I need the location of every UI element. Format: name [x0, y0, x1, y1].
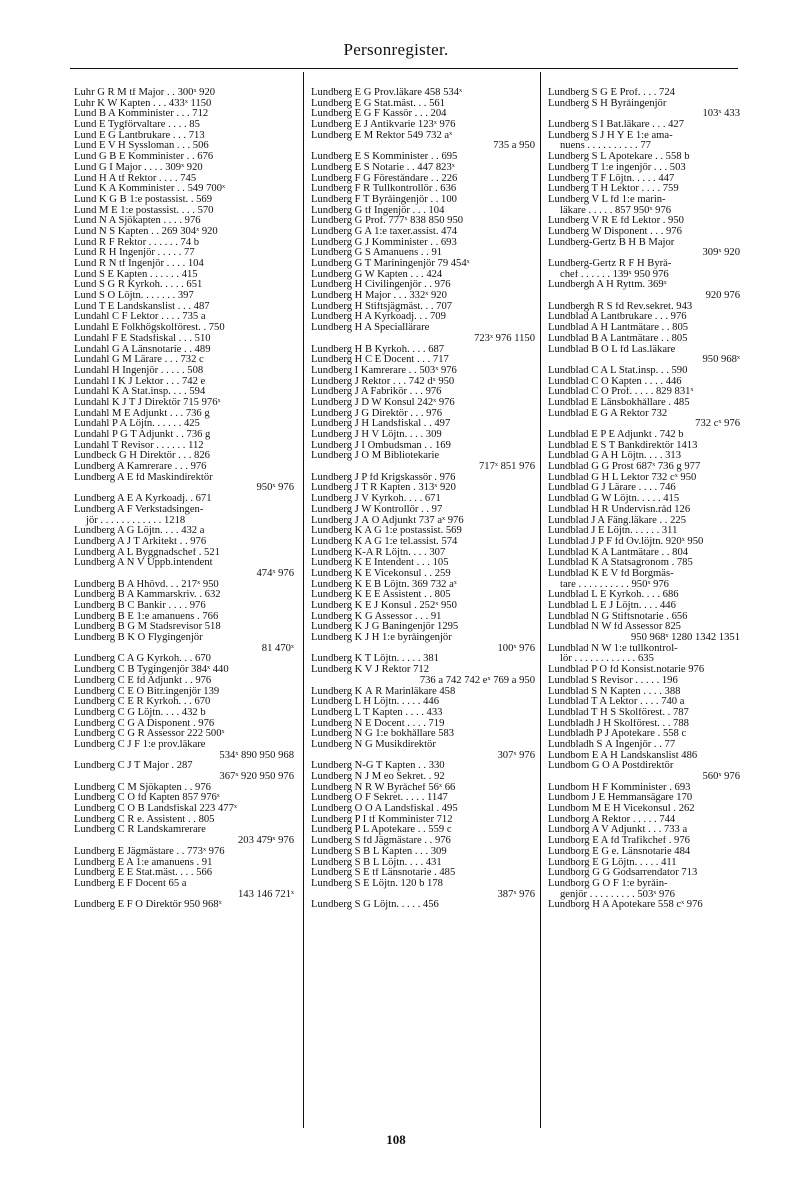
page-number: 108 — [386, 1132, 406, 1147]
register-entry: Lundberg S L Apotekare . . 558 b — [548, 152, 690, 163]
register-entry-continuation: chef . . . . . . 139ˣ 950 976 — [560, 269, 669, 280]
register-entry: Lundahl P G T Adjunkt . . 736 g — [74, 430, 211, 440]
register-entry: Lundberg S I Bat.läkare . . . 427 — [548, 120, 685, 131]
register-entry: Lundahl K J T J Direktör 715 976ˣ — [74, 397, 221, 408]
register-entry: Lundberg G W Kapten . . . 424 — [311, 269, 443, 280]
register-entry: Lundberg H A Kyrkoadj. . . 709 — [311, 312, 446, 323]
register-entry: Lundblad K E V fd Borgmäs- — [548, 568, 674, 579]
register-entry: Lundblad C O Kapten . . . . 446 — [548, 376, 682, 387]
register-entry-continuation: 735 a 950 — [493, 141, 535, 152]
register-entry-continuation: nuens . . . . . . . . . . 77 — [560, 141, 651, 152]
register-entry: Lundberg S G E Prof. . . . 724 — [548, 88, 675, 98]
register-entry: Lundberg A N V Uppb.intendent — [74, 558, 213, 569]
register-entry-continuation: genjör . . . . . . . . . 503ˣ 976 — [560, 889, 675, 900]
register-entry: Lundberg N E Docent . . . . 719 — [311, 718, 445, 729]
register-entry: Lundberg T F Löjtn. . . . . 447 — [548, 173, 675, 184]
register-entry-continuation: 717ˣ 851 976 — [478, 462, 535, 473]
register-entry: Lundberg G A 1:e taxer.assist. 474 — [311, 226, 458, 237]
register-entry: Lundberg F T Byråingenjör . . 100 — [311, 194, 457, 205]
register-entry: Lundberg C R Landskamrerare — [74, 825, 206, 836]
register-entry: Lundberg S E Löjtn. 120 b 178 — [311, 878, 443, 889]
register-entry: Lundberg J I Ombudsman . . 169 — [311, 440, 451, 451]
register-entry: Lundbom E A H Landskanslist 486 — [548, 750, 698, 761]
register-entry: Lund N A Sjökapten . . . . 976 — [74, 216, 201, 227]
register-column-3 — [548, 88, 740, 1116]
register-entry-continuation: 950 968ˣ — [702, 355, 740, 366]
register-entry: Lundblad E S T Bankdirektör 1413 — [548, 440, 698, 451]
register-entry: Lund S O Löjtn. . . . . . . 397 — [74, 291, 194, 302]
register-entry: Lundberg O F Sekret. . . . . 1147 — [311, 793, 448, 804]
register-entry-continuation: 307ˣ 976 — [497, 750, 535, 761]
register-entry: Lundblad N W fd Assessor 825 — [548, 622, 681, 633]
register-entry: Lundberg G S Amanuens . . 91 — [311, 248, 443, 259]
register-entry: Lundberg K E E Assistent . . 805 — [311, 590, 451, 601]
register-entry: Lundblad T A Lektor . . . . 740 a — [548, 697, 685, 708]
page-title: Personregister. — [343, 40, 449, 59]
register-entry: Lund R F Rektor . . . . . . 74 b — [74, 237, 200, 248]
register-entry: Lundblad G H L Lektor 732 cˣ 950 — [548, 472, 697, 483]
register-entry: Lundberg C O B Landsfiskal 223 477ˣ — [74, 804, 237, 815]
register-entry: Lund K A Komminister . . 549 700ˣ — [74, 184, 226, 195]
register-entry: Lund M E 1:e postassist. . . . 570 — [74, 205, 214, 216]
register-entry: Lundblad K A Statsagronom . 785 — [548, 558, 693, 569]
register-entry: Lundblad B A Lantmätare . . 805 — [548, 333, 688, 344]
register-entry: Lundahl G A Länsnotarie . . 489 — [74, 344, 211, 355]
register-entry: Lundblad C O Prof. . . . . 829 831ˣ — [548, 387, 694, 398]
title-rule — [70, 68, 738, 69]
register-entry: Lundberg G tf Ingenjör . . . 104 — [311, 205, 445, 216]
register-entry: Lundberg J W Kontrollör . . 97 — [311, 504, 443, 515]
register-entry: Lundberg C E R Kyrkoh. . . 670 — [74, 697, 211, 708]
register-entry: Lundberg-Gertz B H B Major — [548, 237, 675, 248]
register-entry: Lundberg E F Docent 65 a — [74, 878, 187, 889]
register-entry-continuation: 103ˣ 433 — [702, 109, 740, 120]
register-entry: Lundberg S J H Y E 1:e ama- — [548, 130, 673, 141]
register-entry-continuation: 81 470ˣ — [261, 643, 294, 654]
register-entry: Lundberg K A G 1:e postassist. 569 — [311, 526, 462, 537]
register-entry: Lundberg F R Tullkontrollör . 636 — [311, 184, 457, 195]
register-entry: Lundberg E E Stat.mäst. . . . 566 — [74, 868, 213, 879]
register-entry: Lundberg A E A Kyrkoadj. . 671 — [74, 494, 212, 505]
register-entry: Lundberg C B Tygingenjör 384ˣ 440 — [74, 665, 229, 676]
register-entry: Lundblad G J Lärare . . . . 746 — [548, 483, 676, 494]
register-entry: Lundberg S fd Jägmästare . . 976 — [311, 836, 451, 847]
register-entry: Lundbladh J H Skolförest. . . 788 — [548, 718, 689, 729]
register-entry: Lund H A tf Rektor . . . . 745 — [74, 173, 197, 184]
register-entry: Lundberg K E B Löjtn. 369 732 aˣ — [311, 579, 457, 590]
register-entry: Lundberg E S Komminister . . 695 — [311, 152, 458, 163]
register-entry: Lundberg C G R Assessor 222 500ˣ — [74, 729, 225, 740]
register-entry: Lundberg K E Intendent . . . 105 — [311, 558, 449, 569]
register-entry: Lundberg L H Löjtn. . . . . 446 — [311, 697, 439, 708]
register-entry: Lundberg H C E Docent . . . 717 — [311, 355, 449, 366]
register-entry-continuation: 950 968ˣ 1280 1342 1351 — [631, 633, 740, 644]
register-entry: Lundberg P L Apotekare . . 559 c — [311, 825, 452, 836]
register-entry: Lundberg-Gertz R F H Byrå- — [548, 259, 672, 269]
register-entry: Lundberg J P fd Krigskassör . 976 — [311, 472, 456, 483]
register-entry: Lundahl I K J Lektor . . . 742 e — [74, 376, 206, 387]
register-entry: Lundberg K-A R Löjtn. . . . 307 — [311, 547, 446, 558]
register-entry: Lundblad A Lantbrukare . . . 976 — [548, 312, 687, 323]
register-entry: Lundblad E G A Rektor 732 — [548, 408, 668, 419]
register-entry: Lundberg B G M Stadsrevisor 518 — [74, 622, 221, 633]
register-entry: Lundahl F E Stadsfiskal . . . 510 — [74, 333, 211, 344]
register-entry-continuation: 736 a 742 742 eˣ 769 a 950 — [419, 675, 535, 686]
register-entry: Lundahl G M Lärare . . . 732 c — [74, 355, 204, 366]
register-entry: Lundberg S B L Löjtn. . . . 431 — [311, 857, 442, 868]
register-entry: Lundberg G Prof. 777ˣ 838 850 950 — [311, 216, 464, 227]
register-entry-continuation: 732 cˣ 976 — [695, 419, 740, 430]
register-entry: Lund R H Ingenjör . . . . . 77 — [74, 248, 195, 259]
register-entry: Lundberg E A 1:e amanuens . 91 — [74, 857, 213, 868]
register-entry-continuation: 367ˣ 920 950 976 — [219, 772, 294, 782]
register-entry-continuation: 560ˣ 976 — [702, 772, 740, 782]
column-divider — [303, 72, 304, 1128]
register-entry: Lundblad E Länsbokhållare . 485 — [548, 397, 690, 408]
register-entry: Lundberg A F Verkstadsingen- — [74, 504, 204, 515]
register-entry: Lundblad L E Kyrkoh. . . . 686 — [548, 590, 679, 601]
register-entry: Lundberg J A Fabrikör . . . 976 — [311, 387, 442, 398]
register-entry: Lundblad N G Stiftsnotarie . 656 — [548, 611, 688, 622]
register-entry: Lund G I Major . . . . 309ˣ 920 — [74, 162, 203, 173]
register-entry: Lundbergh R S fd Rev.sekret. 943 — [548, 301, 693, 312]
register-entry: Lundberg A J T Arkitekt . . 976 — [74, 536, 207, 547]
register-entry: Lundberg E F O Direktör 950 968ˣ — [74, 900, 222, 911]
register-entry: Lundblad J E Löjtn. . . . . . 311 — [548, 526, 678, 537]
register-column-1 — [74, 88, 294, 1116]
register-entry: Lundberg B K O Flygingenjör — [74, 633, 203, 644]
register-entry: Lundbom G O A Postdirektör — [548, 761, 674, 772]
register-entry: Lundberg P I tf Komminister 712 — [311, 814, 453, 825]
register-entry: Lundberg K G Assessor . . . 91 — [311, 611, 442, 622]
register-entry: Lund R N tf Ingenjör . . . . 104 — [74, 259, 204, 269]
register-entry: Lundberg L T Kapten . . . . 433 — [311, 707, 443, 718]
register-entry: Lundberg J H V Löjtn. . . . 309 — [311, 430, 442, 440]
register-entry-continuation: 474ˣ 976 — [256, 568, 294, 579]
register-entry: Lundberg J Å O Adjunkt 737 aˣ 976 — [311, 515, 464, 526]
register-entry: Lundberg B A Hhövd. . . 217ˣ 950 — [74, 579, 219, 590]
register-entry: Lundberg A L Byggnadschef . 521 — [74, 547, 220, 558]
register-entry: Lundblad N W 1:e tullkontrol- — [548, 643, 678, 654]
register-entry: Lundberg H B Kyrkoh. . . . 687 — [311, 344, 445, 355]
register-entry: Lund E Tygförvaltare . . . . 85 — [74, 120, 200, 131]
register-entry: Lundberg E S Notarie . . 447 823ˣ — [311, 162, 455, 173]
register-entry-continuation: 100ˣ 976 — [497, 643, 535, 654]
register-entry: Lundberg K Å R Marinläkare 458 — [311, 686, 456, 697]
register-entry: Lundberg A E fd Maskindirektör — [74, 472, 213, 483]
register-entry: Lundborg E G Löjtn. . . . . 411 — [548, 857, 677, 868]
register-entry: Lundberg A Kamrerare . . . 976 — [74, 462, 207, 473]
register-entry: Lundborg G G Godsarrendator 713 — [548, 868, 698, 879]
register-entry: Lundberg V L fd 1:e marin- — [548, 194, 666, 205]
register-entry: Lundberg B C Bankir . . . . 976 — [74, 601, 206, 611]
register-entry: Lundberg G J Komminister . . 693 — [311, 237, 457, 248]
register-entry: Lundberg G T Mariningenjör 79 454ˣ — [311, 259, 470, 269]
register-entry-continuation: 534ˣ 890 950 968 — [219, 750, 294, 761]
register-entry: Lundblad E P E Adjunkt . 742 b — [548, 430, 684, 440]
register-entry: Lundberg O O A Landsfiskal . 495 — [311, 804, 458, 815]
register-entry-continuation: tare . . . . . . . . . . 950ˣ 976 — [560, 579, 669, 590]
register-entry: Lundberg C G Löjtn. . . . 432 b — [74, 707, 206, 718]
register-entry-continuation: 950ˣ 976 — [256, 483, 294, 494]
register-entry: Lundberg T 1:e ingenjör . . . 503 — [548, 162, 686, 173]
register-entry: Lundberg N R W Byråchef 56ˣ 66 — [311, 782, 456, 793]
register-entry: Lundbeck G H Direktör . . . 826 — [74, 451, 210, 462]
register-entry: Lundbom H F Komminister . 693 — [548, 782, 691, 793]
register-entry: Lundbom M E H Vicekonsul . 262 — [548, 804, 695, 815]
register-entry: Lundberg C R e. Assistent . . 805 — [74, 814, 215, 825]
register-entry: Lund N S Kapten . . 269 304ˣ 920 — [74, 226, 218, 237]
register-entry-continuation: 387ˣ 976 — [497, 889, 535, 900]
register-entry: Lundberg K J H 1:e byråingenjör — [311, 633, 452, 644]
register-entry: Lundbladh S Å Ingenjör . . 77 — [548, 739, 676, 750]
register-entry: Lundberg H Stiftsjägmäst. . . 707 — [311, 301, 453, 312]
register-entry: Lundberg B E 1:e amanuens . 766 — [74, 611, 219, 622]
register-entry: Lundberg K J G Baningenjör 1295 — [311, 622, 459, 633]
register-entry: Lundberg C E O Bitr.ingenjör 139 — [74, 686, 220, 697]
register-entry: Lundbom J E Hemmansägare 170 — [548, 793, 693, 804]
register-entry: Lundberg H A Speciallärare — [311, 323, 430, 334]
register-entry: Lundberg E G F Kassör . . . 204 — [311, 109, 447, 120]
register-entry: Lundberg E J Antikvarie 123ˣ 976 — [311, 120, 456, 131]
register-entry: Lundahl K A Stat.insp. . . . 594 — [74, 387, 206, 398]
register-entry: Lundberg W Disponent . . . 976 — [548, 226, 682, 237]
register-entry: Lundberg J G Direktör . . . 976 — [311, 408, 443, 419]
register-entry: Lundblad P O fd Konsist.notarie 976 — [548, 665, 705, 676]
register-entry-continuation: 723ˣ 976 1150 — [474, 333, 535, 344]
register-entry: Lundblad B O L fd Las.läkare — [548, 344, 676, 355]
register-entry: Lundborg G O F 1:e byråin- — [548, 878, 668, 889]
register-entry: Lundberg J T R Kapten . 313ˣ 920 — [311, 483, 456, 494]
register-entry: Lundberg S H Byråingenjör — [548, 98, 667, 109]
register-entry: Lundberg E Jägmästare . . 773ˣ 976 — [74, 846, 225, 857]
register-entry: Lund B A Komminister . . . 712 — [74, 109, 209, 120]
register-entry: Lundblad T H S Skolförest. . 787 — [548, 707, 689, 718]
register-entry: Lundbladh P J Apotekare . 558 c — [548, 729, 687, 740]
register-entry: Lund K G B 1:e postassist. . 569 — [74, 194, 213, 205]
register-entry: Lundberg B A Kammarskriv. . 632 — [74, 590, 221, 601]
register-entry: Lundberg T H Lektor . . . . 759 — [548, 184, 679, 195]
register-entry: Lund S E Kapten . . . . . . 415 — [74, 269, 198, 280]
register-entry: Lundahl H Ingenjör . . . . . 508 — [74, 365, 204, 376]
register-entry: Lundahl P A Löjtn. . . . . . 425 — [74, 419, 200, 430]
register-entry: Lundborg E G e. Länsnotarie 484 — [548, 846, 691, 857]
register-entry: Lundberg K E J Konsul . 252ˣ 950 — [311, 601, 457, 611]
register-entry: Lundberg J Rektor . . . 742 dˣ 950 — [311, 376, 455, 387]
register-entry: Lundborg H A Apotekare 558 cˣ 976 — [548, 900, 703, 911]
register-entry: Lundberg I Kamrerare . . 503ˣ 976 — [311, 365, 457, 376]
register-entry: Luhr G R M tf Major . . 300ˣ 920 — [74, 88, 216, 98]
register-entry: Lundblad H R Undervisn.råd 126 — [548, 504, 691, 515]
register-entry: Lundblad L E J Löjtn. . . . 446 — [548, 601, 676, 611]
register-column-2 — [311, 88, 535, 1116]
register-entry-continuation: jör . . . . . . . . . . . . 1218 — [86, 515, 186, 526]
register-entry: Lundberg N G 1:e bokhållare 583 — [311, 729, 455, 740]
register-entry: Lundblad A H Lantmätare . . 805 — [548, 323, 689, 334]
register-entry: Lundberg E M Rektor 549 732 aˣ — [311, 130, 453, 141]
register-entry: Lundbergh A H Ryttm. 369ˣ — [548, 280, 667, 291]
register-entry: Lundblad G G Prost 687ˣ 736 g 977 — [548, 462, 701, 473]
register-entry: Lundberg K T Löjtn. . . . . 381 — [311, 654, 440, 665]
register-entry: Lundberg C J F 1:e prov.läkare — [74, 739, 206, 750]
register-entry: Lundblad S N Kapten . . . . 388 — [548, 686, 681, 697]
register-entry: Lundberg K V J Rektor 712 — [311, 665, 429, 676]
register-entry: Lundblad J P F fd Öv.löjtn. 920ˣ 950 — [548, 536, 704, 547]
register-entry: Lundberg J H Landsfiskal . . 497 — [311, 419, 451, 430]
register-entry-continuation: 203 479ˣ 976 — [237, 836, 294, 847]
register-entry: Lundberg S B L Kapten . . . 309 — [311, 846, 447, 857]
register-entry: Lund E G Lantbrukare . . . 713 — [74, 130, 205, 141]
register-entry: Lundberg E G Stat.mäst. . . 561 — [311, 98, 445, 109]
register-entry: Lundberg C M Sjökapten . . 976 — [74, 782, 211, 793]
register-entry: Lund E V H Syssloman . . . 506 — [74, 141, 209, 152]
register-entry: Lundberg A G Löjtn. . . . 432 a — [74, 526, 205, 537]
register-entry-continuation: lör . . . . . . . . . . . . 635 — [560, 654, 654, 665]
register-entry: Lundblad J A Fäng.läkare . . 225 — [548, 515, 686, 526]
register-entry: Lundahl C F Lektor . . . . 735 a — [74, 312, 206, 323]
register-entry: Lundberg C O fd Kapten 857 976ˣ — [74, 793, 220, 804]
register-entry: Lundblad K A Lantmätare . . 804 — [548, 547, 689, 558]
register-entry-continuation: läkare . . . . . 857 950ˣ 976 — [560, 205, 672, 216]
register-entry: Lundberg C G A Disponent . 976 — [74, 718, 215, 729]
register-entry: Lundblad S Revisor . . . . . 196 — [548, 675, 678, 686]
register-entry: Lundahl M E Adjunkt . . . 736 g — [74, 408, 210, 419]
register-entry: Lundberg K A G 1:e tel.assist. 574 — [311, 536, 458, 547]
register-entry-continuation: 309ˣ 920 — [702, 248, 740, 259]
register-entry-continuation: 143 146 721ˣ — [237, 889, 294, 900]
register-entry: Lundblad G A H Löjtn. . . . 313 — [548, 451, 682, 462]
register-entry: Lundborg A V Adjunkt . . . 733 a — [548, 825, 688, 836]
register-entry: Lundahl T Revisor . . . . . . 112 — [74, 440, 204, 451]
register-entry: Lundberg N G Musikdirektör — [311, 739, 436, 750]
register-entry: Lundberg N-G T Kapten . . 330 — [311, 761, 445, 772]
register-entry: Lundberg H Major . . . 332ˣ 920 — [311, 291, 447, 302]
register-entry: Lundberg C J T Major . 287 — [74, 761, 193, 772]
register-entry: Lundberg J O M Bibliotekarie — [311, 451, 440, 462]
register-entry: Lund T E Landskanslist . . . 487 — [74, 301, 210, 312]
register-entry: Lundberg F G Föreståndare . . 226 — [311, 173, 458, 184]
register-entry: Lundberg C E fd Adjunkt . . 976 — [74, 675, 212, 686]
register-entry: Lundblad C A L Stat.insp. . . 590 — [548, 365, 688, 376]
register-entry: Lundahl E Folkhögskolförest. . 750 — [74, 323, 225, 334]
register-entry: Lundberg N J M eo Sekret. . 92 — [311, 772, 445, 782]
register-entry: Lundberg C A G Kyrkoh. . . 670 — [74, 654, 211, 665]
register-entry: Lundberg J V Kyrkoh. . . . 671 — [311, 494, 441, 505]
register-entry: Lundberg S E tf Länsnotarie . 485 — [311, 868, 456, 879]
register-entry: Lundberg E G Prov.läkare 458 534ˣ — [311, 88, 463, 98]
register-entry: Lundberg J D W Konsul 242ˣ 976 — [311, 397, 455, 408]
register-entry: Lundblad G W Löjtn. . . . . 415 — [548, 494, 680, 505]
register-entry: Lundberg H Civilingenjör . . 976 — [311, 280, 451, 291]
register-entry: Lundborg A Rektor . . . . . 744 — [548, 814, 676, 825]
column-divider — [540, 72, 541, 1128]
register-entry: Lund G B E Komminister . . 676 — [74, 152, 214, 163]
register-entry: Lund S G R Kyrkoh. . . . . 651 — [74, 280, 203, 291]
register-entry: Lundberg S G Löjtn. . . . . 456 — [311, 900, 439, 911]
register-entry: Lundberg V R E fd Lektor . 950 — [548, 216, 684, 227]
register-entry: Luhr K W Kapten . . . 433ˣ 1150 — [74, 98, 212, 109]
register-entry-continuation: 920 976 — [705, 291, 740, 302]
register-entry: Lundberg K E Vicekonsul . . 259 — [311, 568, 451, 579]
register-entry: Lundborg E A fd Trafikchef . 976 — [548, 836, 690, 847]
